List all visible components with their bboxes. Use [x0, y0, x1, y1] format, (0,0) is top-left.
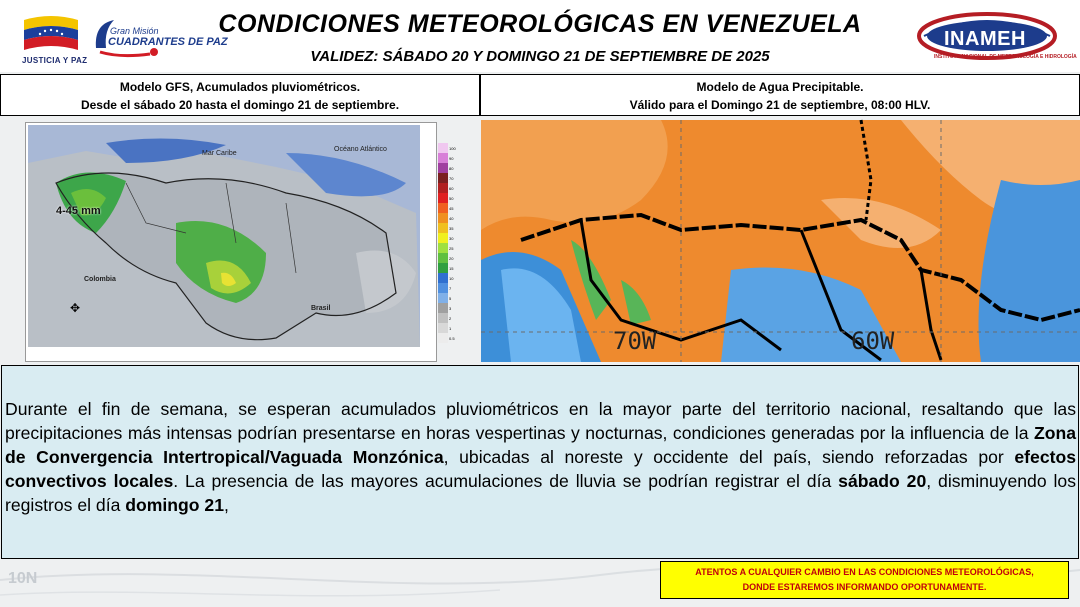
gran-mision-label: Gran Misión — [110, 26, 159, 36]
legend-entry — [438, 263, 456, 273]
legend-value: 7 — [449, 285, 452, 291]
legend-value: 35 — [449, 225, 454, 231]
legend-value: 5 — [449, 295, 452, 301]
right-caption — [480, 74, 1080, 116]
legend-swatch — [438, 303, 448, 313]
legend-swatch — [438, 153, 448, 163]
para-text-5: , — [224, 495, 229, 515]
justicia-y-paz-label: JUSTICIA Y PAZ — [22, 56, 88, 65]
legend-swatch — [438, 143, 448, 153]
legend-swatch — [438, 163, 448, 173]
legend-entry — [438, 213, 456, 223]
legend-value: 20 — [449, 255, 454, 261]
label-colombia: Colombia — [84, 276, 116, 283]
legend-value: 60 — [449, 185, 454, 191]
description-paragraph — [1, 365, 1079, 559]
inameh-subtitle: INSTITUTO NACIONAL DE METEOROLOGÍA E HIDROLOGÍA — [934, 54, 1077, 60]
legend-swatch — [438, 203, 448, 213]
legend-swatch — [438, 283, 448, 293]
para-bold-domingo: domingo 21 — [125, 495, 225, 515]
left-caption-line2: Desde el sábado 20 hasta el domingo 21 de septiembre. — [80, 98, 400, 112]
legend-value: 90 — [449, 155, 454, 161]
gfs-map-graphic — [26, 123, 436, 361]
legend-entry — [438, 253, 456, 263]
legend-value: 50 — [449, 195, 454, 201]
legend-value: 45 — [449, 205, 454, 211]
left-caption — [0, 74, 480, 116]
legend-swatch — [438, 233, 448, 243]
legend-swatch — [438, 183, 448, 193]
label-70w: 70W — [613, 327, 657, 355]
page-title: CONDICIONES METEOROLÓGICAS EN VENEZUELA — [218, 10, 862, 38]
legend-swatch — [438, 213, 448, 223]
legend-value: 40 — [449, 215, 454, 221]
legend-swatch — [438, 253, 448, 263]
label-mar-caribe: Mar Caribe — [202, 150, 237, 157]
legend-swatch — [438, 273, 448, 283]
notice-line2: DONDE ESTAREMOS INFORMANDO OPORTUNAMENTE. — [742, 582, 987, 592]
legend-swatch — [438, 313, 448, 323]
background-label: 10N — [8, 570, 38, 587]
para-text-2: , ubicadas al noreste y occidente del país, siendo reforzadas por — [443, 447, 1015, 467]
para-text-1: Durante el fin de semana, se esperan acumulados pluviométricos en la mayor parte del territorio nacional, resaltando que las precipitaciones más intensas podrían presentarse en horas vespertinas y nocturnas, condiciones generadas por la influencia de la — [5, 399, 1076, 443]
legend-swatch — [438, 193, 448, 203]
legend-entry — [438, 273, 456, 283]
pw-map-graphic — [481, 120, 1080, 362]
legend-value: 70 — [449, 175, 454, 181]
legend-value: 15 — [449, 265, 454, 271]
legend-swatch — [438, 223, 448, 233]
header — [0, 0, 1080, 72]
legend-value: 30 — [449, 235, 454, 241]
legend-entry — [438, 323, 456, 333]
legend-value: 100 — [449, 145, 456, 151]
para-text-4: , disminuyendo los registros el día — [5, 471, 1077, 515]
legend-entry — [438, 143, 456, 153]
compass-icon: ✥ — [70, 301, 81, 315]
legend-value: 3 — [449, 305, 452, 311]
inameh-wordmark: INAMEH — [944, 28, 1026, 50]
legend-entry — [438, 243, 456, 253]
legend-entry — [438, 293, 456, 303]
right-caption-line2: Válido para el Domingo 21 de septiembre, 08:00 HLV. — [629, 98, 931, 112]
legend-value: 25 — [449, 245, 454, 251]
legend-swatch — [438, 263, 448, 273]
gfs-precipitation-map — [25, 122, 456, 362]
legend-swatch — [438, 293, 448, 303]
para-bold-sabado: sábado 20 — [838, 471, 927, 491]
legend-entry — [438, 163, 456, 173]
page-subtitle: VALIDEZ: SÁBADO 20 Y DOMINGO 21 DE SEPTIEMBRE DE 2025 — [310, 48, 770, 65]
legend-entry — [438, 313, 456, 323]
legend-value: 10 — [449, 275, 454, 281]
legend-value: 0.5 — [449, 335, 455, 341]
left-caption-line1: Modelo GFS, Acumulados pluviométricos. — [119, 80, 361, 94]
para-text-3: . La presencia de las mayores acumulaciones de lluvia se podrían registrar el día — [173, 471, 839, 491]
cuadrantes-label: CUADRANTES DE PAZ — [108, 36, 228, 48]
legend-entry — [438, 333, 456, 343]
notice-box — [660, 561, 1069, 599]
legend-swatch — [438, 173, 448, 183]
legend-entry — [438, 203, 456, 213]
legend-entry — [438, 173, 456, 183]
legend-entry — [438, 303, 456, 313]
right-caption-line1: Modelo de Agua Precipitable. — [696, 80, 864, 94]
label-60w: 60W — [851, 327, 895, 355]
notice-line1: ATENTOS A CUALQUIER CAMBIO EN LAS CONDICIONES METEOROLÓGICAS, — [695, 567, 1034, 577]
legend-swatch — [438, 243, 448, 253]
para-bold-zcit: Zona de Convergencia Intertropical/Vaguada Monzónica — [5, 423, 1076, 467]
map-annotation: 4-45 mm — [56, 205, 101, 217]
legend-entry — [438, 223, 456, 233]
precip-legend — [438, 143, 456, 343]
legend-entry — [438, 153, 456, 163]
legend-value: 2 — [449, 315, 452, 321]
legend-entry — [438, 193, 456, 203]
precipitable-water-map — [481, 120, 1080, 362]
legend-swatch — [438, 323, 448, 333]
legend-value: 1 — [449, 325, 452, 331]
label-oceano-atlantico: Océano Atlántico — [334, 146, 387, 153]
legend-entry — [438, 233, 456, 243]
label-brasil: Brasil — [311, 305, 331, 312]
legend-value: 80 — [449, 165, 454, 171]
para-bold-convectivos: efectos convectivos locales — [5, 447, 1076, 491]
legend-entry — [438, 283, 456, 293]
legend-swatch — [438, 333, 448, 343]
legend-entry — [438, 183, 456, 193]
